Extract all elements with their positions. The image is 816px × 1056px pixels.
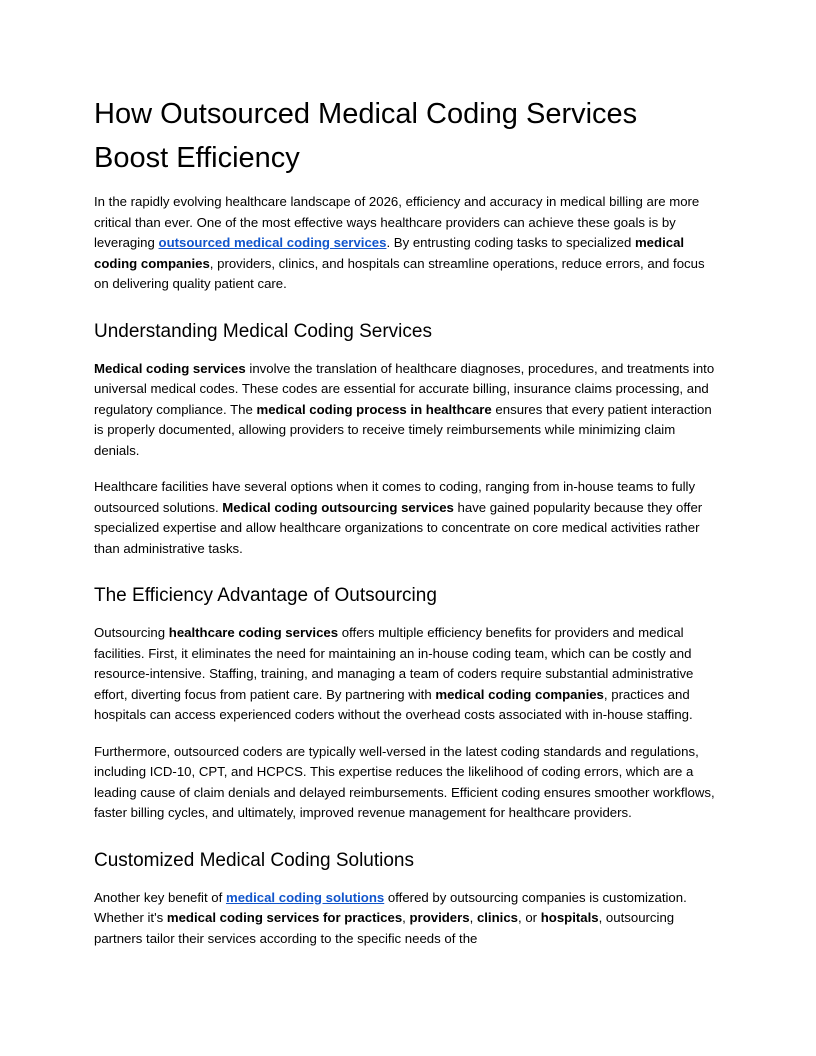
s3p1-text-6: , outsourcing partners tailor their services according to the specific needs of the: [94, 910, 675, 946]
s3p1-bold-1: medical coding services for practices: [166, 910, 403, 925]
intro-text-part-3: , providers, clinics, and hospitals can streamline operations, reduce errors, and focus on delivering quality patient care.: [94, 255, 705, 291]
s3p1-text-5: , or: [518, 910, 541, 925]
intro-text-part-2: . By entrusting coding tasks to specialized: [386, 235, 635, 250]
section-1-paragraph-1: [94, 359, 719, 462]
s1p2-bold-1: Medical coding outsourcing services: [222, 499, 454, 515]
s2p1-text-1: Outsourcing: [94, 625, 169, 640]
section-2-paragraph-1: [94, 623, 719, 726]
s2p1-text-3: , practices and hospitals can access experienced coders without the overhead costs associated with in-house staffing.: [94, 686, 693, 722]
s1p1-text-1: involve the translation of healthcare diagnoses, procedures, and treatments into universal medical codes. These codes are essential for accurate billing, insurance claims processing, and regulatory compliance. The: [94, 360, 715, 417]
s1p1-text-2: ensures that every patient interaction is properly documented, allowing providers to receive timely reimbursements while minimizing claim denials.: [94, 401, 712, 458]
section-3-paragraph-1: [94, 888, 719, 950]
section-1-paragraph-2: [94, 477, 719, 559]
s3p1-text-3: ,: [402, 910, 410, 925]
intro-text-part-1: In the rapidly evolving healthcare landscape of 2026, efficiency and accuracy in medical billing are more critical than ever. One of the most effective ways healthcare providers can achieve these goals is by leveraging: [94, 194, 700, 250]
s1p2-text-1: Healthcare facilities have several options when it comes to coding, ranging from in-house teams to fully outsourced solutions.: [94, 479, 696, 515]
s2p1-bold-1: healthcare coding services: [168, 625, 339, 640]
section-heading-efficiency: The Efficiency Advantage of Outsourcing: [94, 585, 437, 606]
document-body: [94, 92, 719, 949]
page-title: How Outsourced Medical Coding Services Boost Efficiency: [94, 98, 638, 174]
s2p2-text-1: Furthermore, outsourced coders are typically well-versed in the latest coding standards and regulations, including ICD-10, CPT, and HCPCS. This expertise reduces the likelihood of coding errors, which are a leading cause of claim denials and delayed reimbursements. Efficient coding ensures smoother workflows, faster billing cycles, and ultimately, improved revenue management for healthcare providers.: [94, 743, 715, 820]
s3p1-bold-3: clinics: [476, 910, 518, 925]
s1p1-bold-2: medical coding process in healthcare: [256, 401, 492, 417]
s3p1-bold-4: hospitals: [540, 910, 599, 925]
s3p1-text-4: ,: [469, 910, 477, 925]
s1p2-text-2: have gained popularity because they offer specialized expertise and allow healthcare organizations to concentrate on core medical activities rather than administrative tasks.: [94, 499, 703, 556]
s3p1-text-1: Another key benefit of: [94, 889, 226, 905]
s1p1-bold-1: Medical coding services: [94, 360, 246, 376]
s2p1-bold-2: medical coding companies: [435, 686, 604, 702]
intro-paragraph: [94, 192, 719, 295]
section-2-paragraph-2: [94, 742, 719, 824]
medical-coding-solutions-link[interactable]: medical coding solutions: [225, 889, 385, 905]
s3p1-bold-2: providers: [409, 910, 470, 925]
outsourced-medical-coding-services-link[interactable]: outsourced medical coding services: [158, 235, 387, 250]
section-heading-understanding: Understanding Medical Coding Services: [94, 320, 432, 342]
s2p1-text-2: offers multiple efficiency benefits for providers and medical facilities. First, it eliminates the need for maintaining an in-house coding team, which can be costly and resource-intensive. Staffing, training, and managing a team of coders require substantial administrative effort, diverting focus from patient care. By partnering with: [94, 625, 694, 702]
s3p1-text-2: offered by outsourcing companies is customization. Whether it's: [94, 889, 687, 925]
section-heading-customized: Customized Medical Coding Solutions: [94, 849, 414, 871]
intro-bold-1: medical coding companies: [94, 235, 685, 271]
